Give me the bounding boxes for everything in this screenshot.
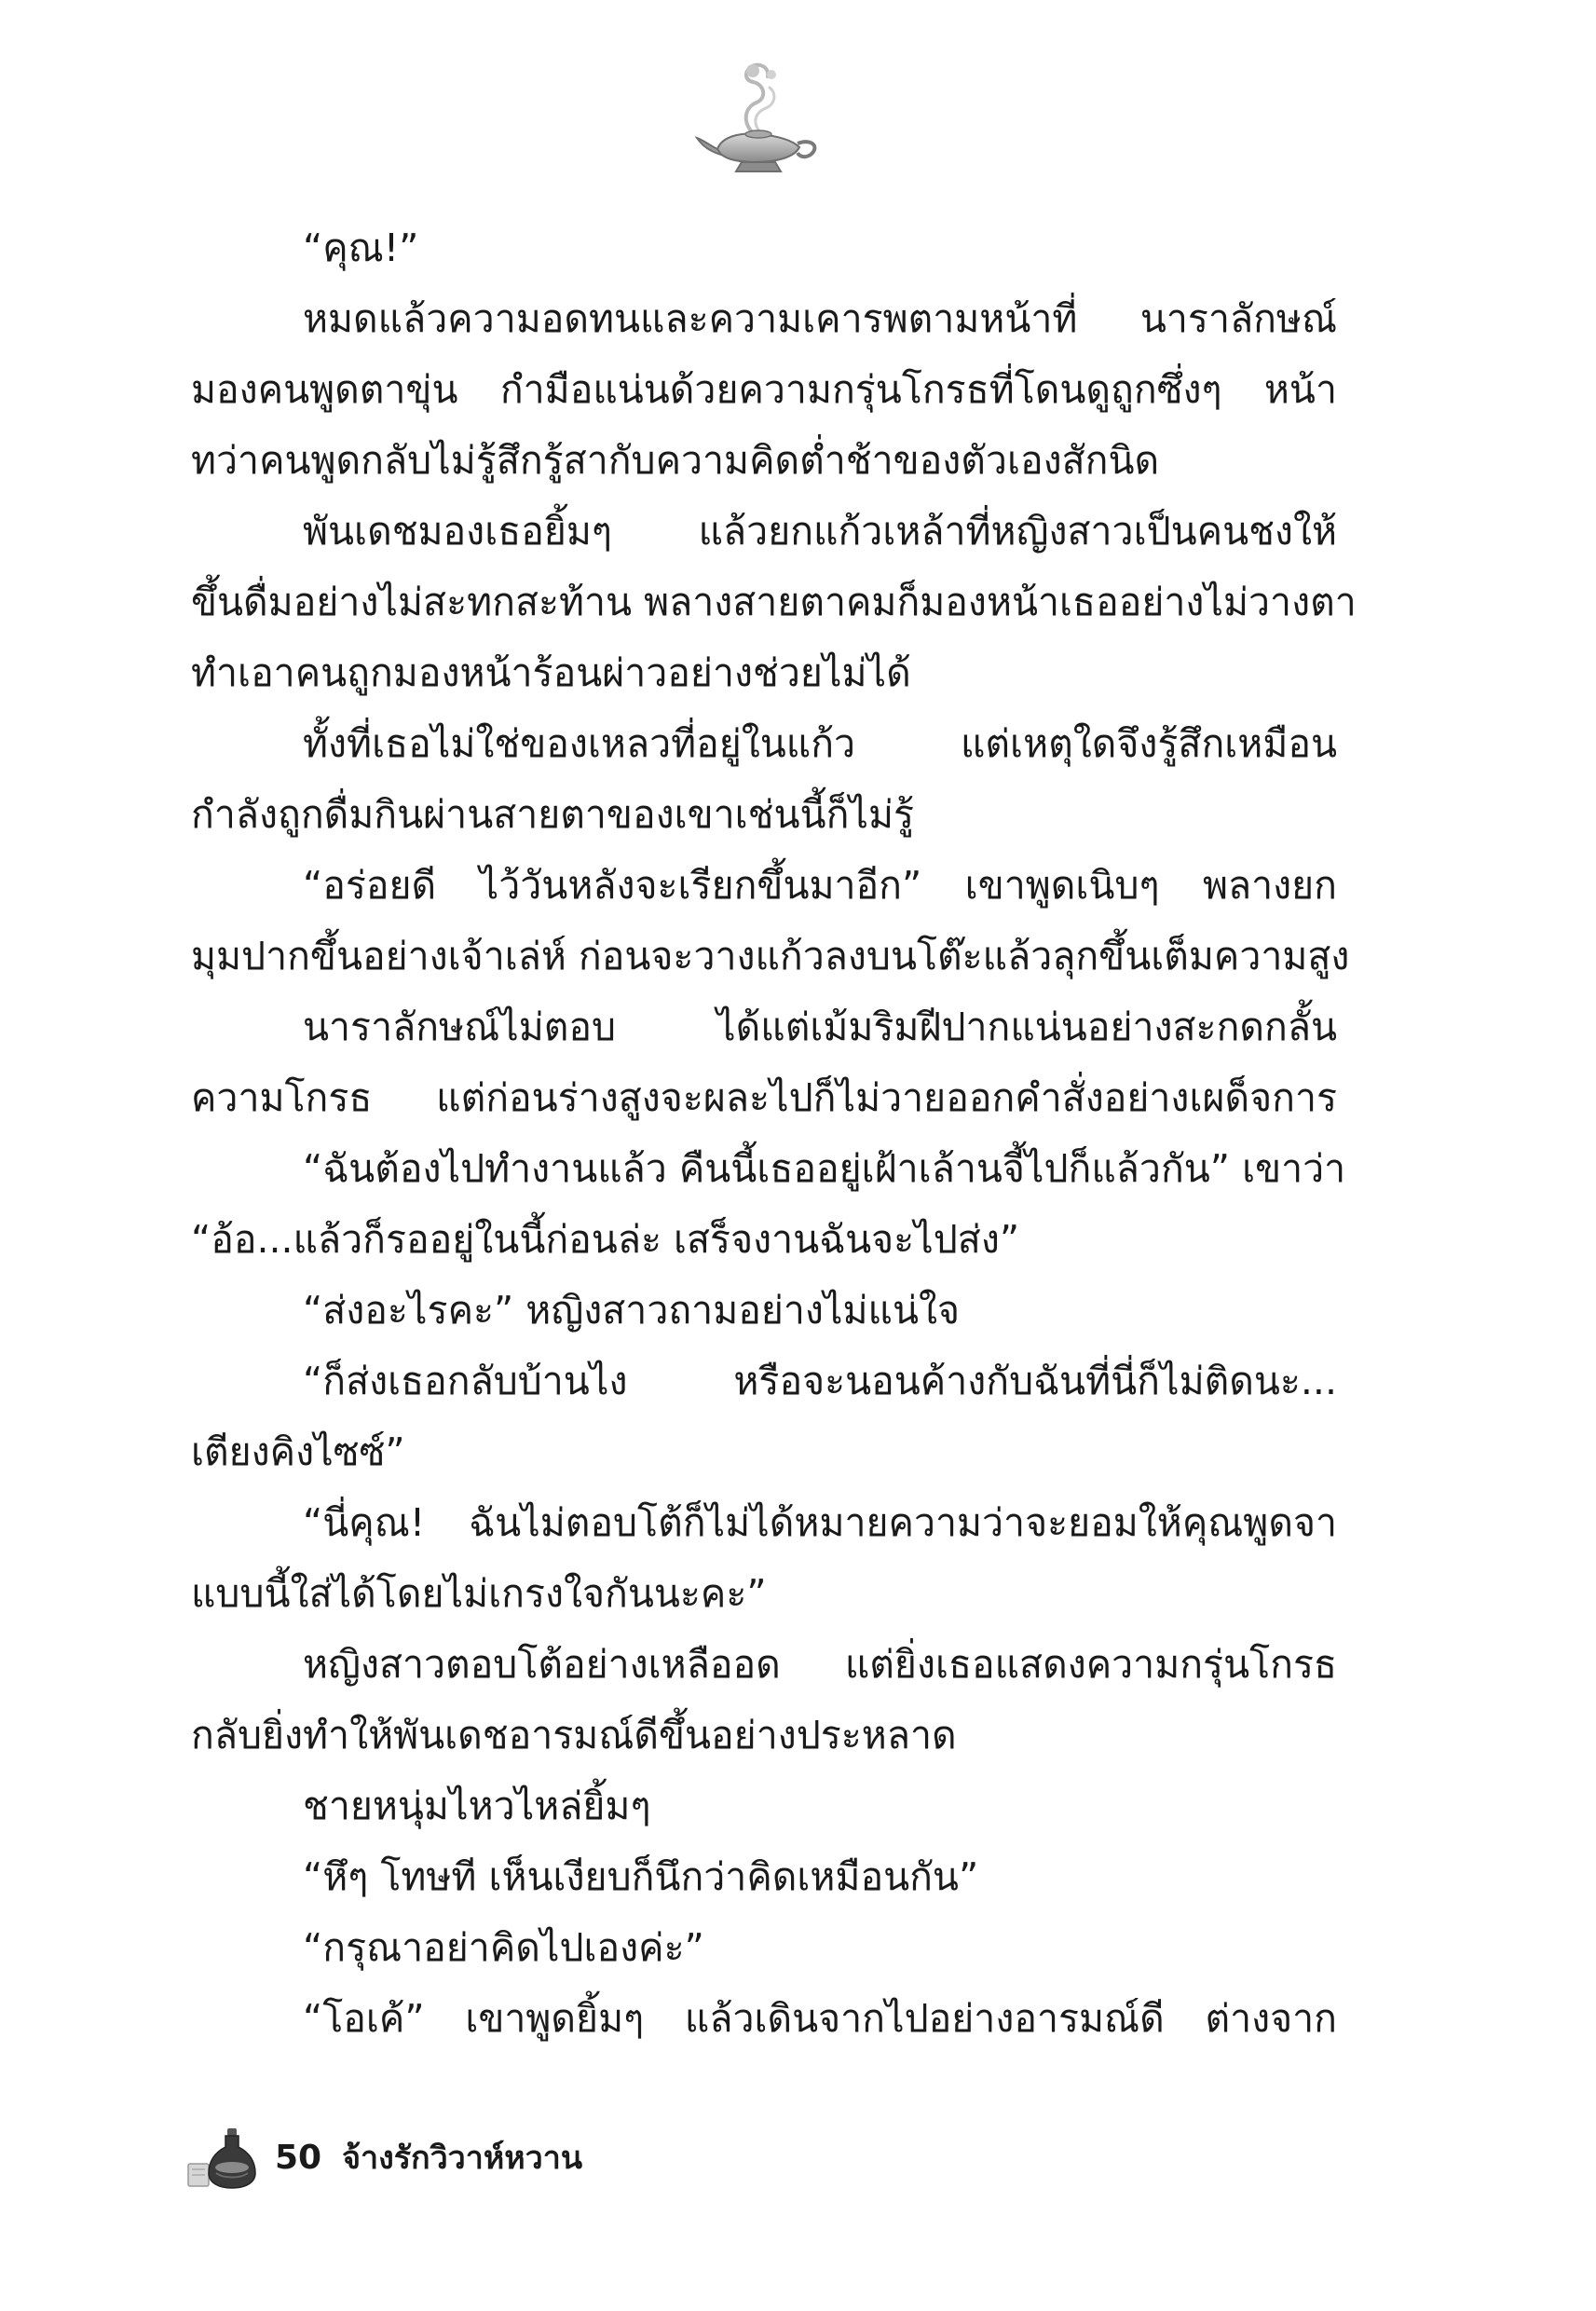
text-line: นาราลักษณ์ไม่ตอบ ได้แต่เม้มริมฝีปากแน่นอย่างสะกดกลั้น (303, 1005, 1337, 1049)
text-line: “ฉันต้องไปทำงานแล้ว คืนนี้เธออยู่เฝ้าเล้านจี้ไปก็แล้วกัน” เขาว่า (303, 1146, 1346, 1191)
text-line: “กรุณาอย่าคิดไปเองค่ะ” (303, 1925, 704, 1970)
text-line: “โอเค้” เขาพูดยิ้มๆ แล้วเดินจากไปอย่างอารมณ์ดี ต่างจาก (303, 1996, 1337, 2041)
text-line: หมดแล้วความอดทนและความเคารพตามหน้าที่ นาราลักษณ์ (303, 296, 1337, 341)
text-line: “ก็ส่งเธอกลับบ้านไง หรือจะนอนค้างกับฉันที่นี่ก็ไม่ติดนะ... (303, 1359, 1337, 1403)
genie-lamp-icon (689, 47, 829, 186)
text-line: ทั้งที่เธอไม่ใช่ของเหลวที่อยู่ในแก้ว แต่เหตุใดจึงรู้สึกเหมือน (303, 721, 1337, 766)
text-line: หญิงสาวตอบโต้อย่างเหลืออด แต่ยิ่งเธอแสดงความกรุ่นโกรธ (303, 1642, 1337, 1687)
text-line: ทว่าคนพูดกลับไม่รู้สึกรู้สากับความคิดต่ำช้าของตัวเองสักนิด (191, 438, 1160, 483)
story-text (191, 212, 1357, 2054)
text-line: มองคนพูดตาขุ่น กำมือแน่นด้วยความกรุ่นโกรธที่โดนดูถูกซึ่งๆ หน้า (191, 367, 1337, 412)
text-line: ขึ้นดื่มอย่างไม่สะทกสะท้าน พลางสายตาคมก็มองหน้าเธออย่างไม่วางตา (191, 580, 1357, 624)
text-line: “หึๆ โทษที เห็นเงียบก็นึกว่าคิดเหมือนกัน” (303, 1854, 979, 1899)
bottle-icon (186, 2125, 266, 2190)
text-line: “ส่งอะไรคะ” หญิงสาวถามอย่างไม่แน่ใจ (303, 1288, 961, 1333)
text-line: “นี่คุณ! ฉันไม่ตอบโต้ก็ไม่ได้หมายความว่าจะยอมให้คุณพูดจา (303, 1500, 1337, 1545)
text-line: แบบนี้ใส่ได้โดยไม่เกรงใจกันนะคะ” (191, 1571, 767, 1616)
text-line: “อร่อยดี ไว้วันหลังจะเรียกขึ้นมาอีก” เขาพูดเนิบๆ พลางยก (303, 863, 1337, 908)
page-number: 50 (275, 2138, 322, 2177)
text-line: “อ้อ...แล้วก็รออยู่ในนี้ก่อนล่ะ เสร็จงานฉันจะไปส่ง” (191, 1217, 1020, 1262)
page-footer (186, 2125, 582, 2190)
text-line: พันเดชมองเธอยิ้มๆ แล้วยกแก้วเหล้าที่หญิงสาวเป็นคนชงให้ (303, 509, 1337, 554)
text-line: ความโกรธ แต่ก่อนร่างสูงจะผละไปก็ไม่วายออกคำสั่งอย่างเผด็จการ (191, 1075, 1337, 1120)
text-line: เตียงคิงไซซ์” (191, 1429, 405, 1474)
text-line: มุมปากขึ้นอย่างเจ้าเล่ห์ ก่อนจะวางแก้วลงบนโต๊ะแล้วลุกขึ้นเต็มความสูง (191, 934, 1350, 978)
book-title: จ้างรักวิวาห์หวาน (342, 2140, 583, 2177)
text-line: กำลังถูกดื่มกินผ่านสายตาของเขาเช่นนี้ก็ไม่รู้ (191, 792, 915, 837)
text-line: ชายหนุ่มไหวไหล่ยิ้มๆ (303, 1784, 651, 1828)
text-line: กลับยิ่งทำให้พันเดชอารมณ์ดีขึ้นอย่างประหลาด (191, 1713, 957, 1757)
text-line: “คุณ!” (303, 226, 419, 270)
text-line: ทำเอาคนถูกมองหน้าร้อนผ่าวอย่างช่วยไม่ได้ (191, 650, 911, 695)
